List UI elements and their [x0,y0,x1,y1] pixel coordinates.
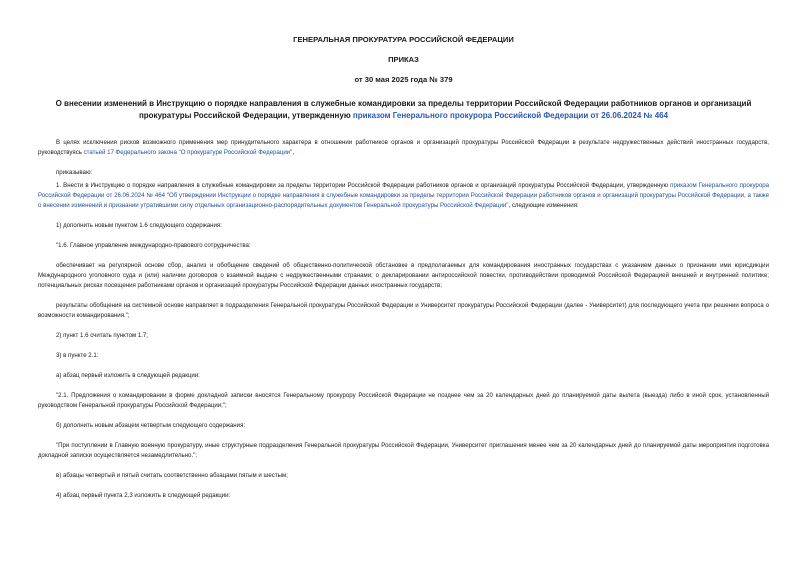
paragraph-2-1-text: "2.1. Предложения о командировании в форме докладной записки вносятся Генеральному прокурору Российской Федерации не позднее чем за 20 календарных дней до планируемой даты вылета (выезда) либо в иной срок, установленный руководством Генеральной прокуратуры Российской Федерации;"; [38,392,769,409]
paragraph-1-6-heading: "1.6. Главное управление международно-правового сотрудничества: [56,242,251,249]
order-464-link[interactable]: приказом Генерального прокурора Российской Федерации от 26.06.2024 № 464 "Об утверждении Инструкции о порядке направления в служебные командировки за пределы территории Российской Федерации работников органов и организаций прокуратуры Российской Федерации, а также о внесении изменений и признании утратившими силу отдельных организационно-распорядительных документов Генеральной прокуратуры Российской Федерации" [38,182,769,209]
paragraph-1-6-results: результаты обобщения на системной основе направляет в подразделения Генеральной прокуратуры Российской Федерации и Университет прокуратуры Российской Федерации (далее - Университет) для последующего учета при решении вопроса о возможности командирования."; [38,302,769,319]
preamble-paragraph [38,138,769,158]
paragraph-b-add: б) дополнить новым абзацем четвертым следующего содержания: [56,422,246,429]
paragraph-v-renumber: в) абзацы четвертый и пятый считать соответственно абзацами пятым и шестым; [56,472,288,479]
federal-law-link[interactable]: статьей 17 Федерального закона "О прокуратуре Российской Федерации" [83,149,293,156]
paragraph-military: "При поступлении в Главную военную прокуратуру, иные структурные подразделения Генеральной прокуратуры Российской Федерации, Университет приглашения менее чем за 20 календарных дней до планируемой даты мероприятия подготовка докладной записки осуществляется незамедлительно."; [38,442,769,459]
paragraph-renumber: 2) пункт 1.6 считать пунктом 1.7; [56,332,149,339]
organization-heading: ГЕНЕРАЛЬНАЯ ПРОКУРАТУРА РОССИЙСКОЙ ФЕДЕРАЦИИ [293,35,514,44]
paragraph-item-2-3: 4) абзац первый пункта 2.3 изложить в следующей редакции: [56,492,231,499]
preamble-text: В целях исключения рисков возможного применения мер принудительного характера в отношении работников органов и организаций прокуратуры Российской Федерации в результате недружественных действий иностранных государств, руководствуясь [38,139,769,156]
item-1-text: 1. Внести в Инструкцию о порядке направления в служебные командировки за пределы территории Российской Федерации работников органов и организаций прокуратуры Российской Федерации, утвержденную [56,182,671,189]
item-1-tail: , следующие изменения: [508,202,579,209]
paragraph-a-first: а) абзац первый изложить в следующей редакции: [56,372,200,379]
item-1-paragraph [38,181,769,211]
title-text: О внесении изменений в Инструкцию о порядке направления в служебные командировки за пределы территории Российской Федерации работников органов и организаций прокуратуры Российской Федерации, утвержденную [55,99,752,120]
document-title [38,84,769,122]
paragraph-item-2-1: 3) в пункте 2.1: [56,352,99,359]
document-date-number: от 30 мая 2025 года № 379 [354,75,453,84]
order-word: приказываю: [56,169,93,176]
preamble-tail: , [292,149,295,156]
document-type: ПРИКАЗ [388,55,419,64]
paragraph-1-6-collects: обеспечивает на регулярной основе сбор, анализ и обобщение сведений об общественно-политической обстановке в предполагаемых для командирования иностранных государствах с указанием данных о признании ими юрисдикции Международного уголовного суда и (или) наличии договоров о взаимной выдаче с недружественными странами; о декларировании антироссийской повестки, противодействии проводимой Российской Федерацией внешней и внутренней политике; потенциальных рисках посещения работниками органов и организаций прокуратуры Российской Федерации данных иностранных государств; [38,262,769,289]
paragraph-add-1-6: 1) дополнить новым пунктом 1.6 следующего содержания: [56,222,222,229]
document-body [38,138,769,501]
title-order-link[interactable]: приказом Генерального прокурора Российской Федерации от 26.06.2024 № 464 [352,111,669,120]
